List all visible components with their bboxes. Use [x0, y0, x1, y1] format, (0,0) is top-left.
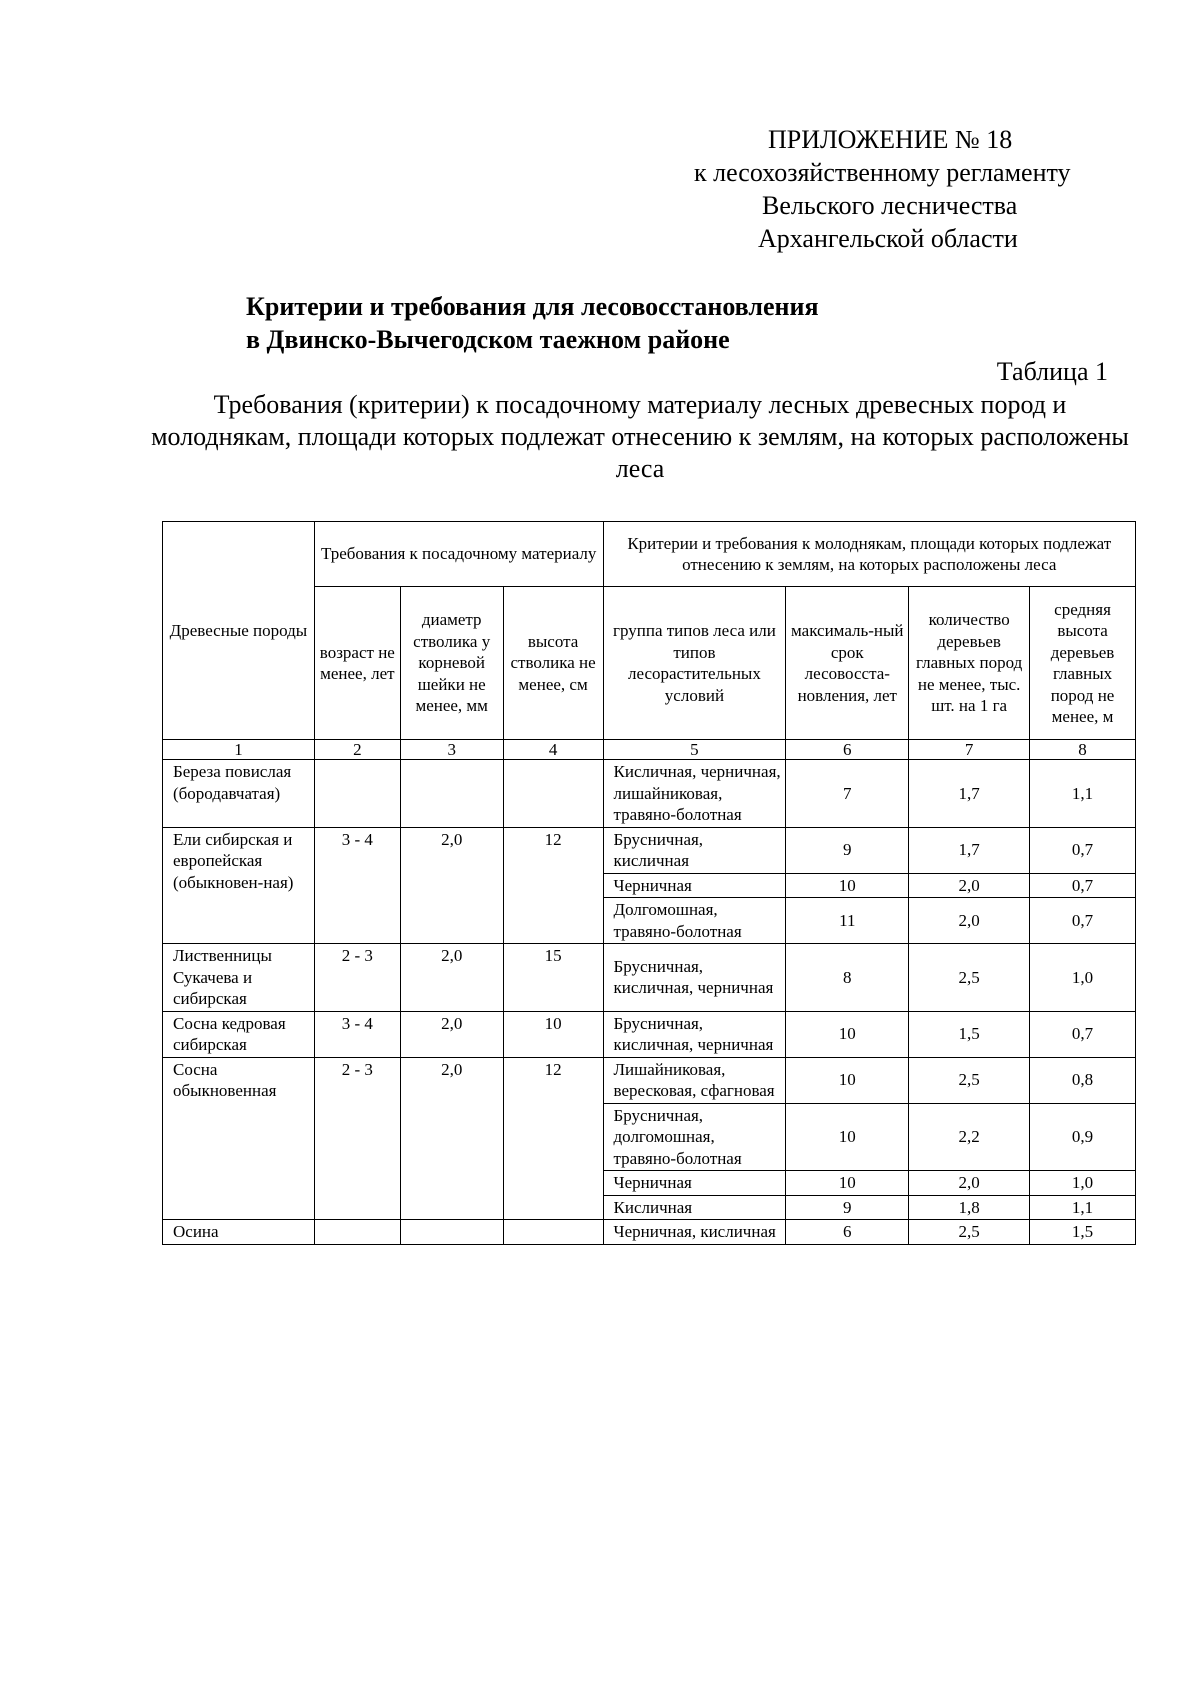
title-line-2: в Двинско-Вычегодском таежном районе [246, 325, 730, 354]
header-young-group: Критерии и требования к молоднякам, площади которых подлежат отнесению к землям, на которых расположены леса [603, 522, 1135, 587]
title-line-1: Критерии и требования для лесовосстановления [246, 292, 819, 321]
max-term-cell: 9 [786, 1195, 909, 1220]
diameter-cell: 2,0 [400, 827, 503, 944]
table-row [163, 1057, 1136, 1103]
species-cell: Сосна обыкновенная [163, 1057, 315, 1220]
header-age: возраст не менее, лет [314, 587, 400, 740]
requirements-table [162, 521, 1136, 1245]
age-cell: 3 - 4 [314, 827, 400, 944]
avg-height-cell: 0,7 [1030, 1011, 1136, 1057]
avg-height-cell: 0,7 [1030, 827, 1136, 873]
species-cell: Лиственницы Сукачева и сибирская [163, 944, 315, 1012]
diameter-cell [400, 760, 503, 828]
tree-count-cell: 1,5 [909, 1011, 1030, 1057]
header-species: Древесные породы [163, 522, 315, 740]
height-cell: 12 [503, 1057, 603, 1220]
height-cell: 10 [503, 1011, 603, 1057]
forest-type-cell: Брусничная, кисличная, черничная [603, 1011, 786, 1057]
tree-count-cell: 2,5 [909, 944, 1030, 1012]
appendix-forestry: Вельского лесничества [762, 191, 1018, 220]
avg-height-cell: 1,0 [1030, 1171, 1136, 1196]
height-cell [503, 760, 603, 828]
appendix-region: Архангельской области [758, 224, 1018, 253]
avg-height-cell: 1,1 [1030, 1195, 1136, 1220]
forest-type-cell: Черничная, кисличная [603, 1220, 786, 1245]
age-cell: 2 - 3 [314, 944, 400, 1012]
forest-type-cell: Черничная [603, 873, 786, 898]
max-term-cell: 9 [786, 827, 909, 873]
tree-count-cell: 1,7 [909, 827, 1030, 873]
table-row [163, 944, 1136, 1012]
header-forest-type: группа типов леса или типов лесорастительных условий [603, 587, 786, 740]
avg-height-cell: 0,7 [1030, 898, 1136, 944]
column-numbers-row [163, 740, 1136, 760]
max-term-cell: 8 [786, 944, 909, 1012]
diameter-cell: 2,0 [400, 1011, 503, 1057]
species-cell: Ели сибирская и европейская (обыкновен-ная) [163, 827, 315, 944]
species-cell: Береза повислая (бородавчатая) [163, 760, 315, 828]
col-number: 7 [909, 740, 1030, 760]
avg-height-cell: 1,5 [1030, 1220, 1136, 1245]
tree-count-cell: 2,5 [909, 1057, 1030, 1103]
forest-type-cell: Кисличная [603, 1195, 786, 1220]
max-term-cell: 7 [786, 760, 909, 828]
avg-height-cell: 1,0 [1030, 944, 1136, 1012]
diameter-cell: 2,0 [400, 1057, 503, 1220]
col-number: 3 [400, 740, 503, 760]
diameter-cell: 2,0 [400, 944, 503, 1012]
max-term-cell: 10 [786, 1103, 909, 1171]
table-row [163, 760, 1136, 828]
age-cell [314, 760, 400, 828]
max-term-cell: 11 [786, 898, 909, 944]
max-term-cell: 10 [786, 1011, 909, 1057]
age-cell: 3 - 4 [314, 1011, 400, 1057]
appendix-number: ПРИЛОЖЕНИЕ № 18 [768, 125, 1013, 154]
avg-height-cell: 0,9 [1030, 1103, 1136, 1171]
diameter-cell [400, 1220, 503, 1245]
forest-type-cell: Кисличная, черничная, лишайниковая, травяно-болотная [603, 760, 786, 828]
max-term-cell: 6 [786, 1220, 909, 1245]
appendix-regulation: к лесохозяйственному регламенту [694, 158, 1071, 187]
table-row [163, 1220, 1136, 1245]
height-cell: 12 [503, 827, 603, 944]
header-max-term: максималь-ный срок лесовосста-новления, лет [786, 587, 909, 740]
col-number: 2 [314, 740, 400, 760]
col-number: 5 [603, 740, 786, 760]
tree-count-cell: 1,8 [909, 1195, 1030, 1220]
species-cell: Сосна кедровая сибирская [163, 1011, 315, 1057]
height-cell [503, 1220, 603, 1245]
age-cell: 2 - 3 [314, 1057, 400, 1220]
max-term-cell: 10 [786, 1057, 909, 1103]
document-title [246, 290, 819, 356]
avg-height-cell: 0,8 [1030, 1057, 1136, 1103]
requirements-title: Требования (критерии) к посадочному материалу лесных древесных пород и молоднякам, площади которых подлежат отнесению к землям, на которых расположены леса [151, 390, 1129, 483]
forest-type-cell: Брусничная, кисличная, черничная [603, 944, 786, 1012]
forest-type-cell: Брусничная, долгомошная, травяно-болотная [603, 1103, 786, 1171]
avg-height-cell: 0,7 [1030, 873, 1136, 898]
tree-count-cell: 2,0 [909, 898, 1030, 944]
table-row [163, 1011, 1136, 1057]
species-cell: Осина [163, 1220, 315, 1245]
tree-count-cell: 2,5 [909, 1220, 1030, 1245]
header-height: высота стволика не менее, см [503, 587, 603, 740]
col-number: 6 [786, 740, 909, 760]
max-term-cell: 10 [786, 873, 909, 898]
col-number: 8 [1030, 740, 1136, 760]
forest-type-cell: Черничная [603, 1171, 786, 1196]
tree-count-cell: 2,0 [909, 1171, 1030, 1196]
header-planting-group: Требования к посадочному материалу [314, 522, 603, 587]
avg-height-cell: 1,1 [1030, 760, 1136, 828]
max-term-cell: 10 [786, 1171, 909, 1196]
tree-count-cell: 2,0 [909, 873, 1030, 898]
age-cell [314, 1220, 400, 1245]
header-avg-height: средняя высота деревьев главных пород не менее, м [1030, 587, 1136, 740]
col-number: 1 [163, 740, 315, 760]
forest-type-cell: Долгомошная, травяно-болотная [603, 898, 786, 944]
height-cell: 15 [503, 944, 603, 1012]
col-number: 4 [503, 740, 603, 760]
table-row [163, 827, 1136, 873]
tree-count-cell: 1,7 [909, 760, 1030, 828]
forest-type-cell: Лишайниковая, вересковая, сфагновая [603, 1057, 786, 1103]
header-diameter: диаметр стволика у корневой шейки не менее, мм [400, 587, 503, 740]
table-label: Таблица 1 [996, 357, 1108, 386]
forest-type-cell: Брусничная, кисличная [603, 827, 786, 873]
header-tree-count: количество деревьев главных пород не менее, тыс. шт. на 1 га [909, 587, 1030, 740]
tree-count-cell: 2,2 [909, 1103, 1030, 1171]
